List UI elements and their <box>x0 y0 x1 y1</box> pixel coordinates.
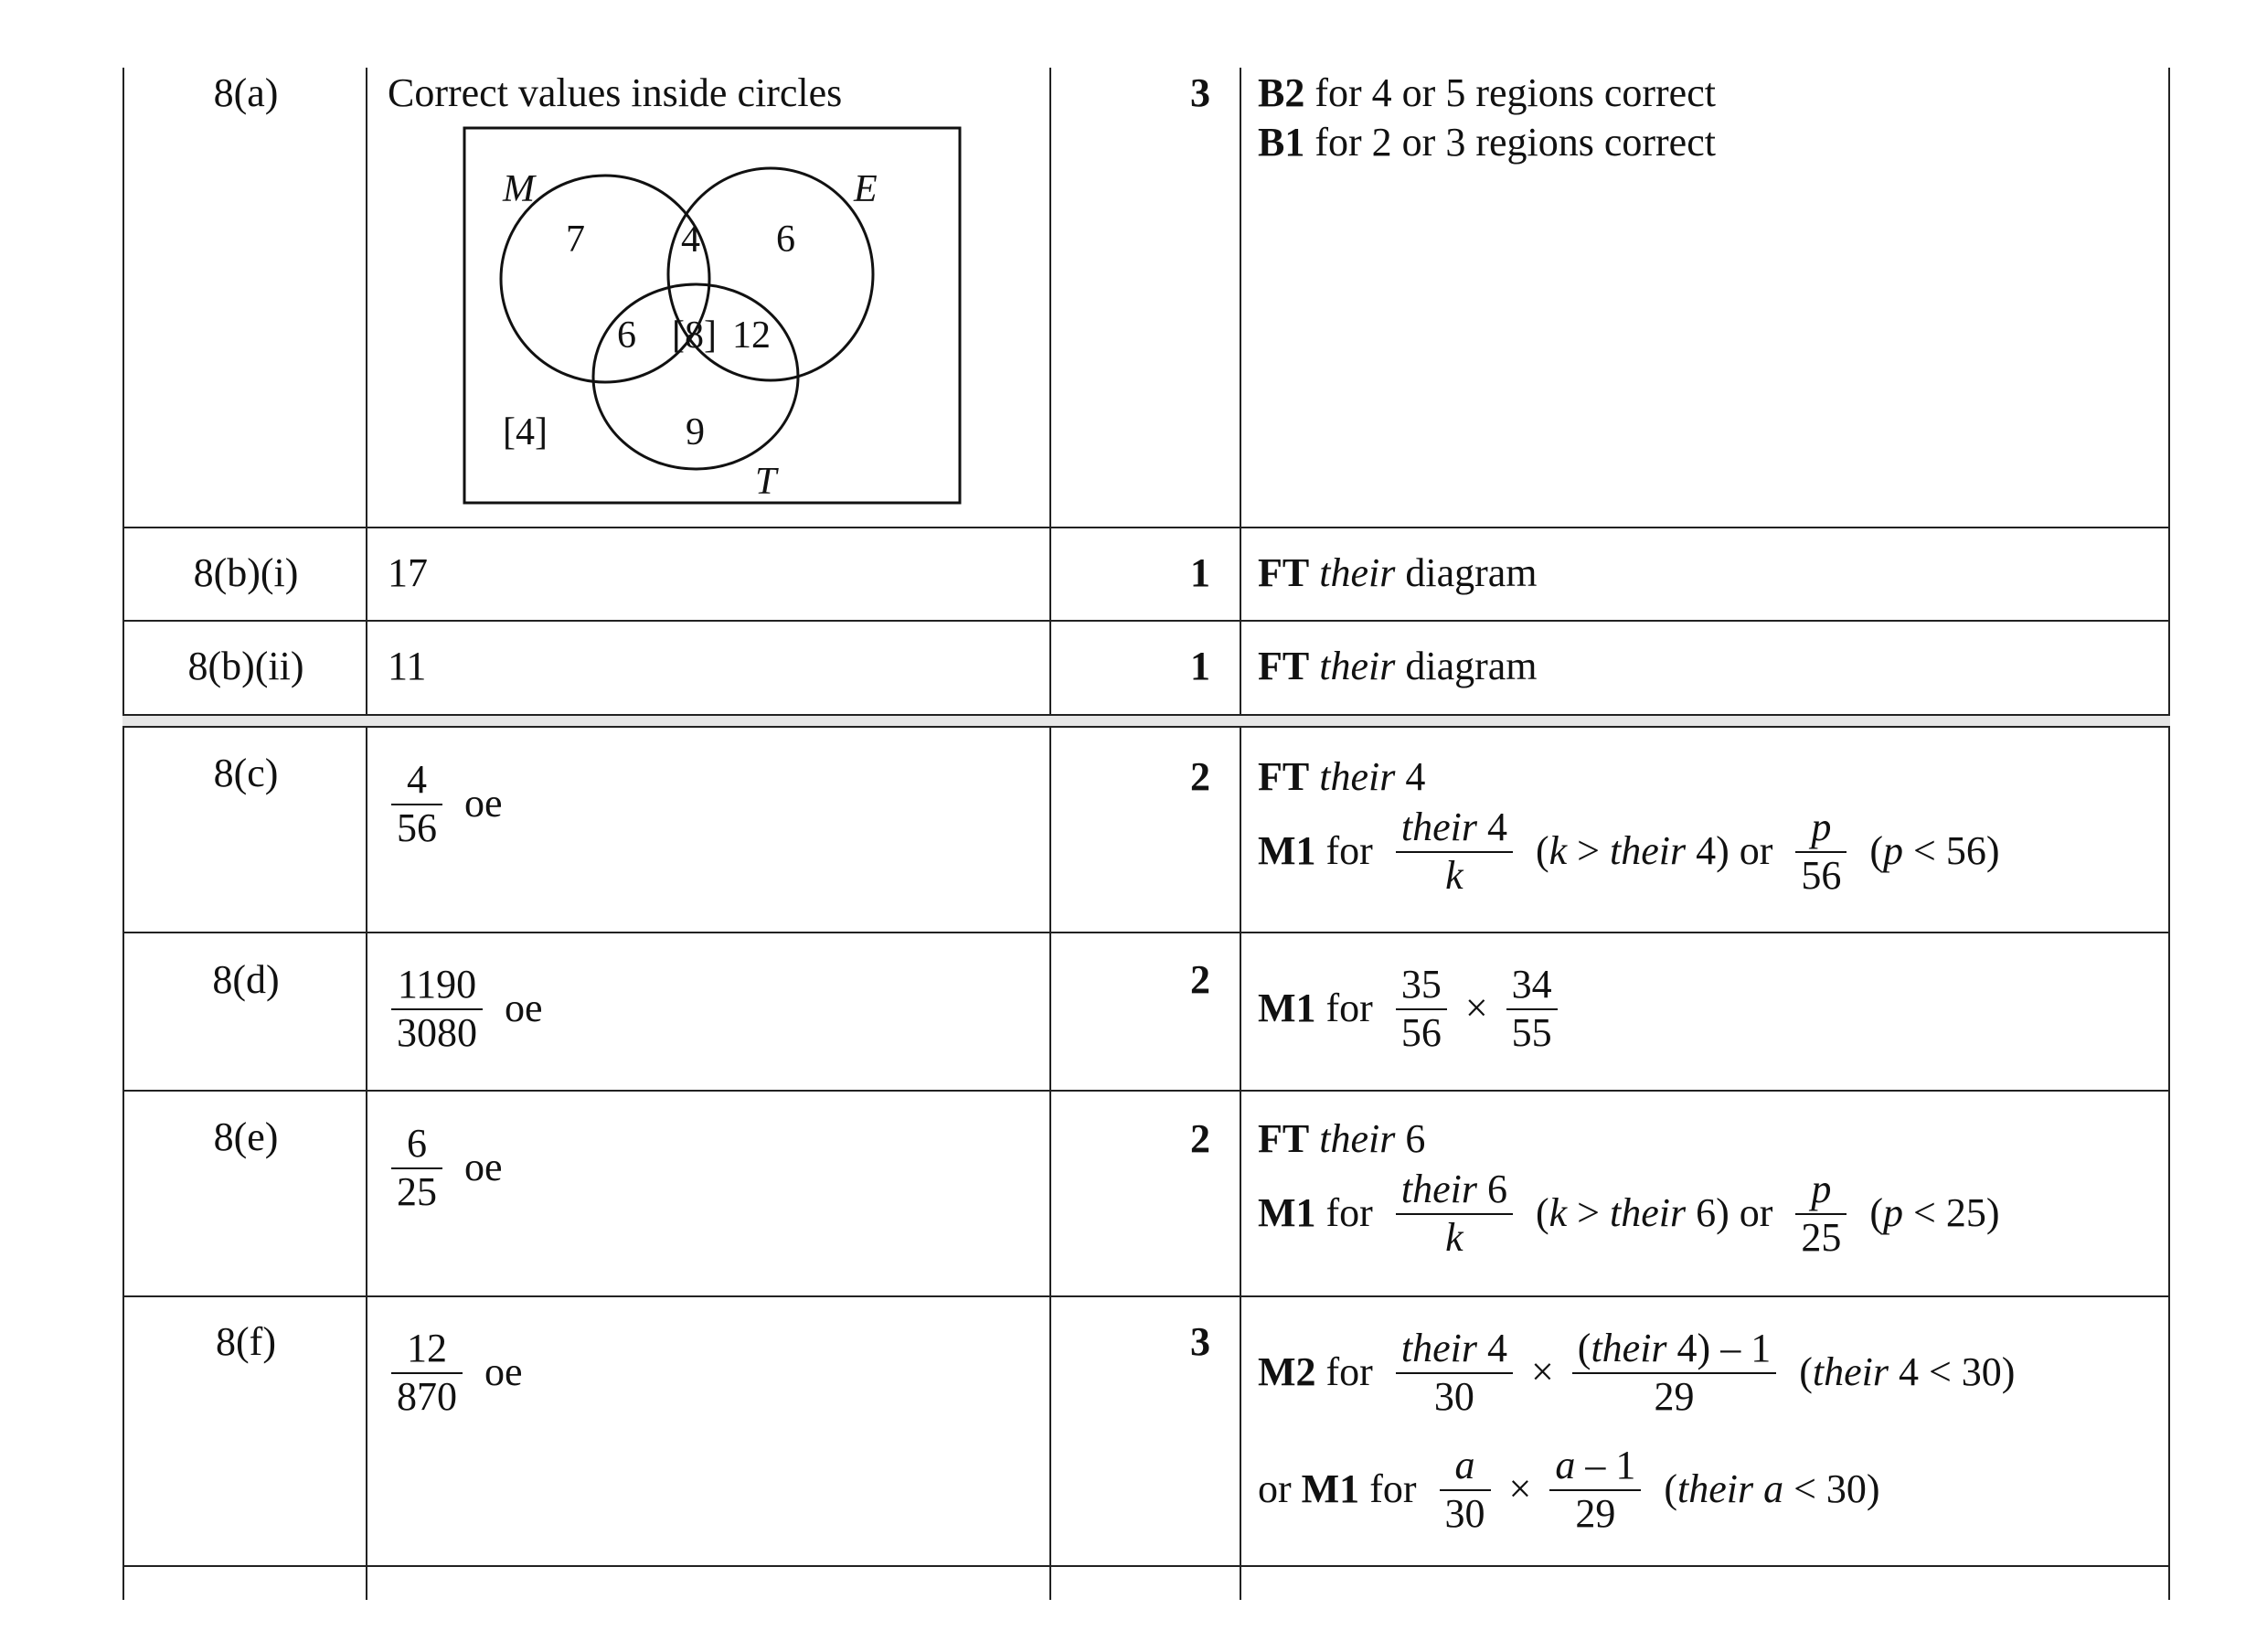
numerator <box>1396 1326 1513 1374</box>
cond-part: 4 < 30) <box>1888 1349 2016 1395</box>
guidance-code: FT <box>1258 550 1310 595</box>
condition <box>1869 1189 1999 1238</box>
marks-value: 1 <box>1190 550 1210 595</box>
question-number: 8(a) <box>213 70 279 115</box>
numerator-value: 4 <box>1486 1326 1507 1370</box>
cond-part: 4) or <box>1686 828 1773 874</box>
fraction <box>1572 1326 1776 1420</box>
their-word: their <box>1400 805 1477 849</box>
times-sign: × <box>1530 1349 1554 1395</box>
oe-label: oe <box>484 1349 523 1395</box>
guidance-line <box>1258 643 1538 691</box>
venn-label-e: E <box>854 168 878 210</box>
guidance-text: diagram <box>1405 550 1538 595</box>
guidance-their: their <box>1319 644 1396 688</box>
guidance-their: their <box>1319 1116 1396 1161</box>
oe-label: oe <box>464 1145 503 1190</box>
numerator: 4 <box>391 757 442 805</box>
denominator: 3080 <box>397 1009 477 1055</box>
numerator <box>1440 1443 1491 1491</box>
guidance-text: for 2 or 3 regions correct <box>1314 120 1716 165</box>
guidance-code: M2 <box>1258 1349 1316 1395</box>
numerator-value: 6 <box>1486 1167 1507 1211</box>
denominator: 29 <box>1654 1373 1695 1419</box>
answer-text: Correct values inside circles <box>388 70 843 115</box>
oe-label: oe <box>464 781 503 826</box>
denominator: 56 <box>397 805 437 850</box>
guidance-code: M1 <box>1258 986 1316 1031</box>
numerator <box>1572 1326 1776 1374</box>
guidance-text: for 4 or 5 regions correct <box>1314 70 1716 115</box>
venn-label-m: M <box>503 168 535 210</box>
answer-fraction <box>378 1121 503 1215</box>
question-number: 8(b)(ii) <box>187 644 304 688</box>
fraction <box>391 1121 442 1215</box>
condition <box>1799 1348 2015 1397</box>
venn-region-m-only: 7 <box>566 218 585 261</box>
fraction <box>1506 962 1558 1056</box>
times-sign: × <box>1464 986 1488 1031</box>
numerator: 12 <box>391 1326 463 1374</box>
answer-fraction <box>378 1326 523 1420</box>
guidance-code: FT <box>1258 1116 1310 1161</box>
numerator <box>1795 805 1847 853</box>
guidance-method <box>1258 805 2000 899</box>
guidance-their: their <box>1319 550 1396 595</box>
fraction <box>1440 1443 1491 1537</box>
answer-text: 11 <box>388 644 427 688</box>
cond-var: k <box>1549 828 1568 874</box>
denominator: 55 <box>1511 1009 1552 1055</box>
denominator: 30 <box>1444 1490 1485 1536</box>
venn-region-outside: [4] <box>503 411 548 453</box>
cond-part: ( <box>1664 1466 1677 1512</box>
cond-part: < 25) <box>1903 1190 2000 1236</box>
guidance-code: M1 <box>1301 1466 1360 1512</box>
numerator-value: 4 <box>1486 805 1507 849</box>
question-number: 8(c) <box>213 751 279 795</box>
guidance-method <box>1258 962 1570 1056</box>
cond-var: p <box>1883 1190 1904 1236</box>
cond-part: > <box>1567 828 1610 874</box>
guidance-value: 6 <box>1405 1116 1426 1161</box>
marks-value: 2 <box>1190 957 1210 1002</box>
condition <box>1536 827 1772 876</box>
guidance-code: M1 <box>1258 828 1316 874</box>
cond-their: their <box>1812 1349 1889 1395</box>
denominator: 56 <box>1801 852 1842 898</box>
cond-part: ( <box>1869 828 1884 874</box>
condition <box>1536 1189 1772 1238</box>
denominator: 29 <box>1575 1490 1616 1536</box>
guidance-line <box>1258 753 1425 802</box>
guidance-for: for <box>1325 1349 1373 1395</box>
fraction <box>391 962 483 1056</box>
marks-value: 3 <box>1190 70 1210 115</box>
numerator-rest: 4) – 1 <box>1666 1326 1772 1370</box>
marks-value: 2 <box>1190 1116 1210 1161</box>
times-sign: × <box>1508 1466 1532 1512</box>
question-number: 8(d) <box>212 957 280 1002</box>
answer-fraction <box>378 962 543 1056</box>
denominator-symbol: k <box>1445 1214 1463 1260</box>
cond-part: < 56) <box>1903 828 2000 874</box>
guidance-code: B1 <box>1258 120 1305 165</box>
fraction <box>391 757 442 851</box>
numerator-symbol: a <box>1555 1443 1576 1487</box>
venn-label-t: T <box>755 461 777 503</box>
guidance-for: for <box>1369 1466 1417 1512</box>
guidance-for: for <box>1325 986 1373 1031</box>
paren: ( <box>1577 1326 1591 1370</box>
guidance-text: diagram <box>1405 644 1538 688</box>
marks-value: 2 <box>1190 754 1210 799</box>
guidance-method <box>1258 1326 2015 1420</box>
guidance-their: their <box>1319 754 1396 799</box>
guidance-for: for <box>1325 828 1373 874</box>
cond-var: k <box>1549 1190 1568 1236</box>
answer-fraction <box>378 757 503 851</box>
guidance-value: 4 <box>1405 754 1426 799</box>
cond-var: p <box>1883 828 1904 874</box>
fraction <box>1396 1167 1513 1261</box>
fraction <box>1795 805 1847 899</box>
cond-part: ( <box>1869 1190 1884 1236</box>
guidance-for: for <box>1325 1190 1373 1236</box>
cond-part: 6) or <box>1686 1190 1773 1236</box>
venn-region-e-t: 12 <box>732 314 771 357</box>
denominator <box>1396 1215 1513 1262</box>
venn-region-m-e-t: [8] <box>672 314 717 357</box>
guidance-method <box>1258 1443 1880 1537</box>
marks-value: 3 <box>1190 1319 1210 1364</box>
denominator <box>1396 853 1513 900</box>
guidance-line <box>1258 1115 1425 1164</box>
numerator <box>1795 1167 1847 1215</box>
denominator: 870 <box>397 1373 457 1419</box>
denominator: 56 <box>1400 1009 1442 1055</box>
guidance-code: FT <box>1258 754 1310 799</box>
numerator-symbol: a <box>1454 1443 1475 1487</box>
cond-part: > <box>1567 1190 1610 1236</box>
guidance-code: B2 <box>1258 70 1305 115</box>
their-word: their <box>1400 1167 1477 1211</box>
venn-region-e-only: 6 <box>776 218 795 261</box>
fraction <box>391 1326 463 1420</box>
numerator <box>1396 1167 1513 1215</box>
denominator: 25 <box>397 1168 437 1214</box>
marks-value: 1 <box>1190 644 1210 688</box>
venn-region-m-e: 4 <box>681 218 700 261</box>
cond-part: < 30) <box>1783 1466 1880 1512</box>
guidance-or: or <box>1258 1466 1292 1512</box>
condition <box>1869 827 1999 876</box>
denominator-symbol: k <box>1445 852 1463 898</box>
condition <box>1664 1465 1879 1514</box>
fraction <box>1795 1167 1847 1261</box>
fraction <box>1396 805 1513 899</box>
cond-part: ( <box>1535 828 1549 874</box>
question-number: 8(b)(i) <box>193 550 299 595</box>
denominator: 30 <box>1433 1373 1474 1419</box>
numerator: 6 <box>391 1121 442 1169</box>
guidance-method <box>1258 1167 2000 1261</box>
cond-part: ( <box>1799 1349 1813 1395</box>
answer-text: 17 <box>388 550 428 595</box>
venn-region-t-only: 9 <box>686 411 705 453</box>
cond-their: their <box>1609 1190 1687 1236</box>
cond-their: their a <box>1676 1466 1784 1512</box>
fraction <box>1396 962 1447 1056</box>
their-word: their <box>1400 1326 1477 1370</box>
cond-part: ( <box>1535 1190 1549 1236</box>
question-number: 8(e) <box>213 1114 279 1159</box>
numerator-symbol: p <box>1811 805 1832 849</box>
numerator: 35 <box>1396 962 1447 1010</box>
denominator: 25 <box>1801 1214 1842 1260</box>
numerator: 1190 <box>391 962 483 1010</box>
guidance-code: M1 <box>1258 1190 1316 1236</box>
numerator-rest: – 1 <box>1575 1443 1636 1487</box>
venn-region-m-t: 6 <box>617 314 636 357</box>
oe-label: oe <box>505 986 543 1031</box>
fraction <box>1549 1443 1641 1537</box>
numerator <box>1549 1443 1641 1491</box>
guidance-line <box>1258 549 1538 598</box>
numerator <box>1396 805 1513 853</box>
numerator-symbol: p <box>1811 1167 1832 1211</box>
their-word: their <box>1591 1326 1667 1370</box>
fraction <box>1396 1326 1513 1420</box>
cond-their: their <box>1609 828 1687 874</box>
guidance-code: FT <box>1258 644 1310 688</box>
numerator: 34 <box>1506 962 1558 1010</box>
question-number: 8(f) <box>216 1319 276 1364</box>
